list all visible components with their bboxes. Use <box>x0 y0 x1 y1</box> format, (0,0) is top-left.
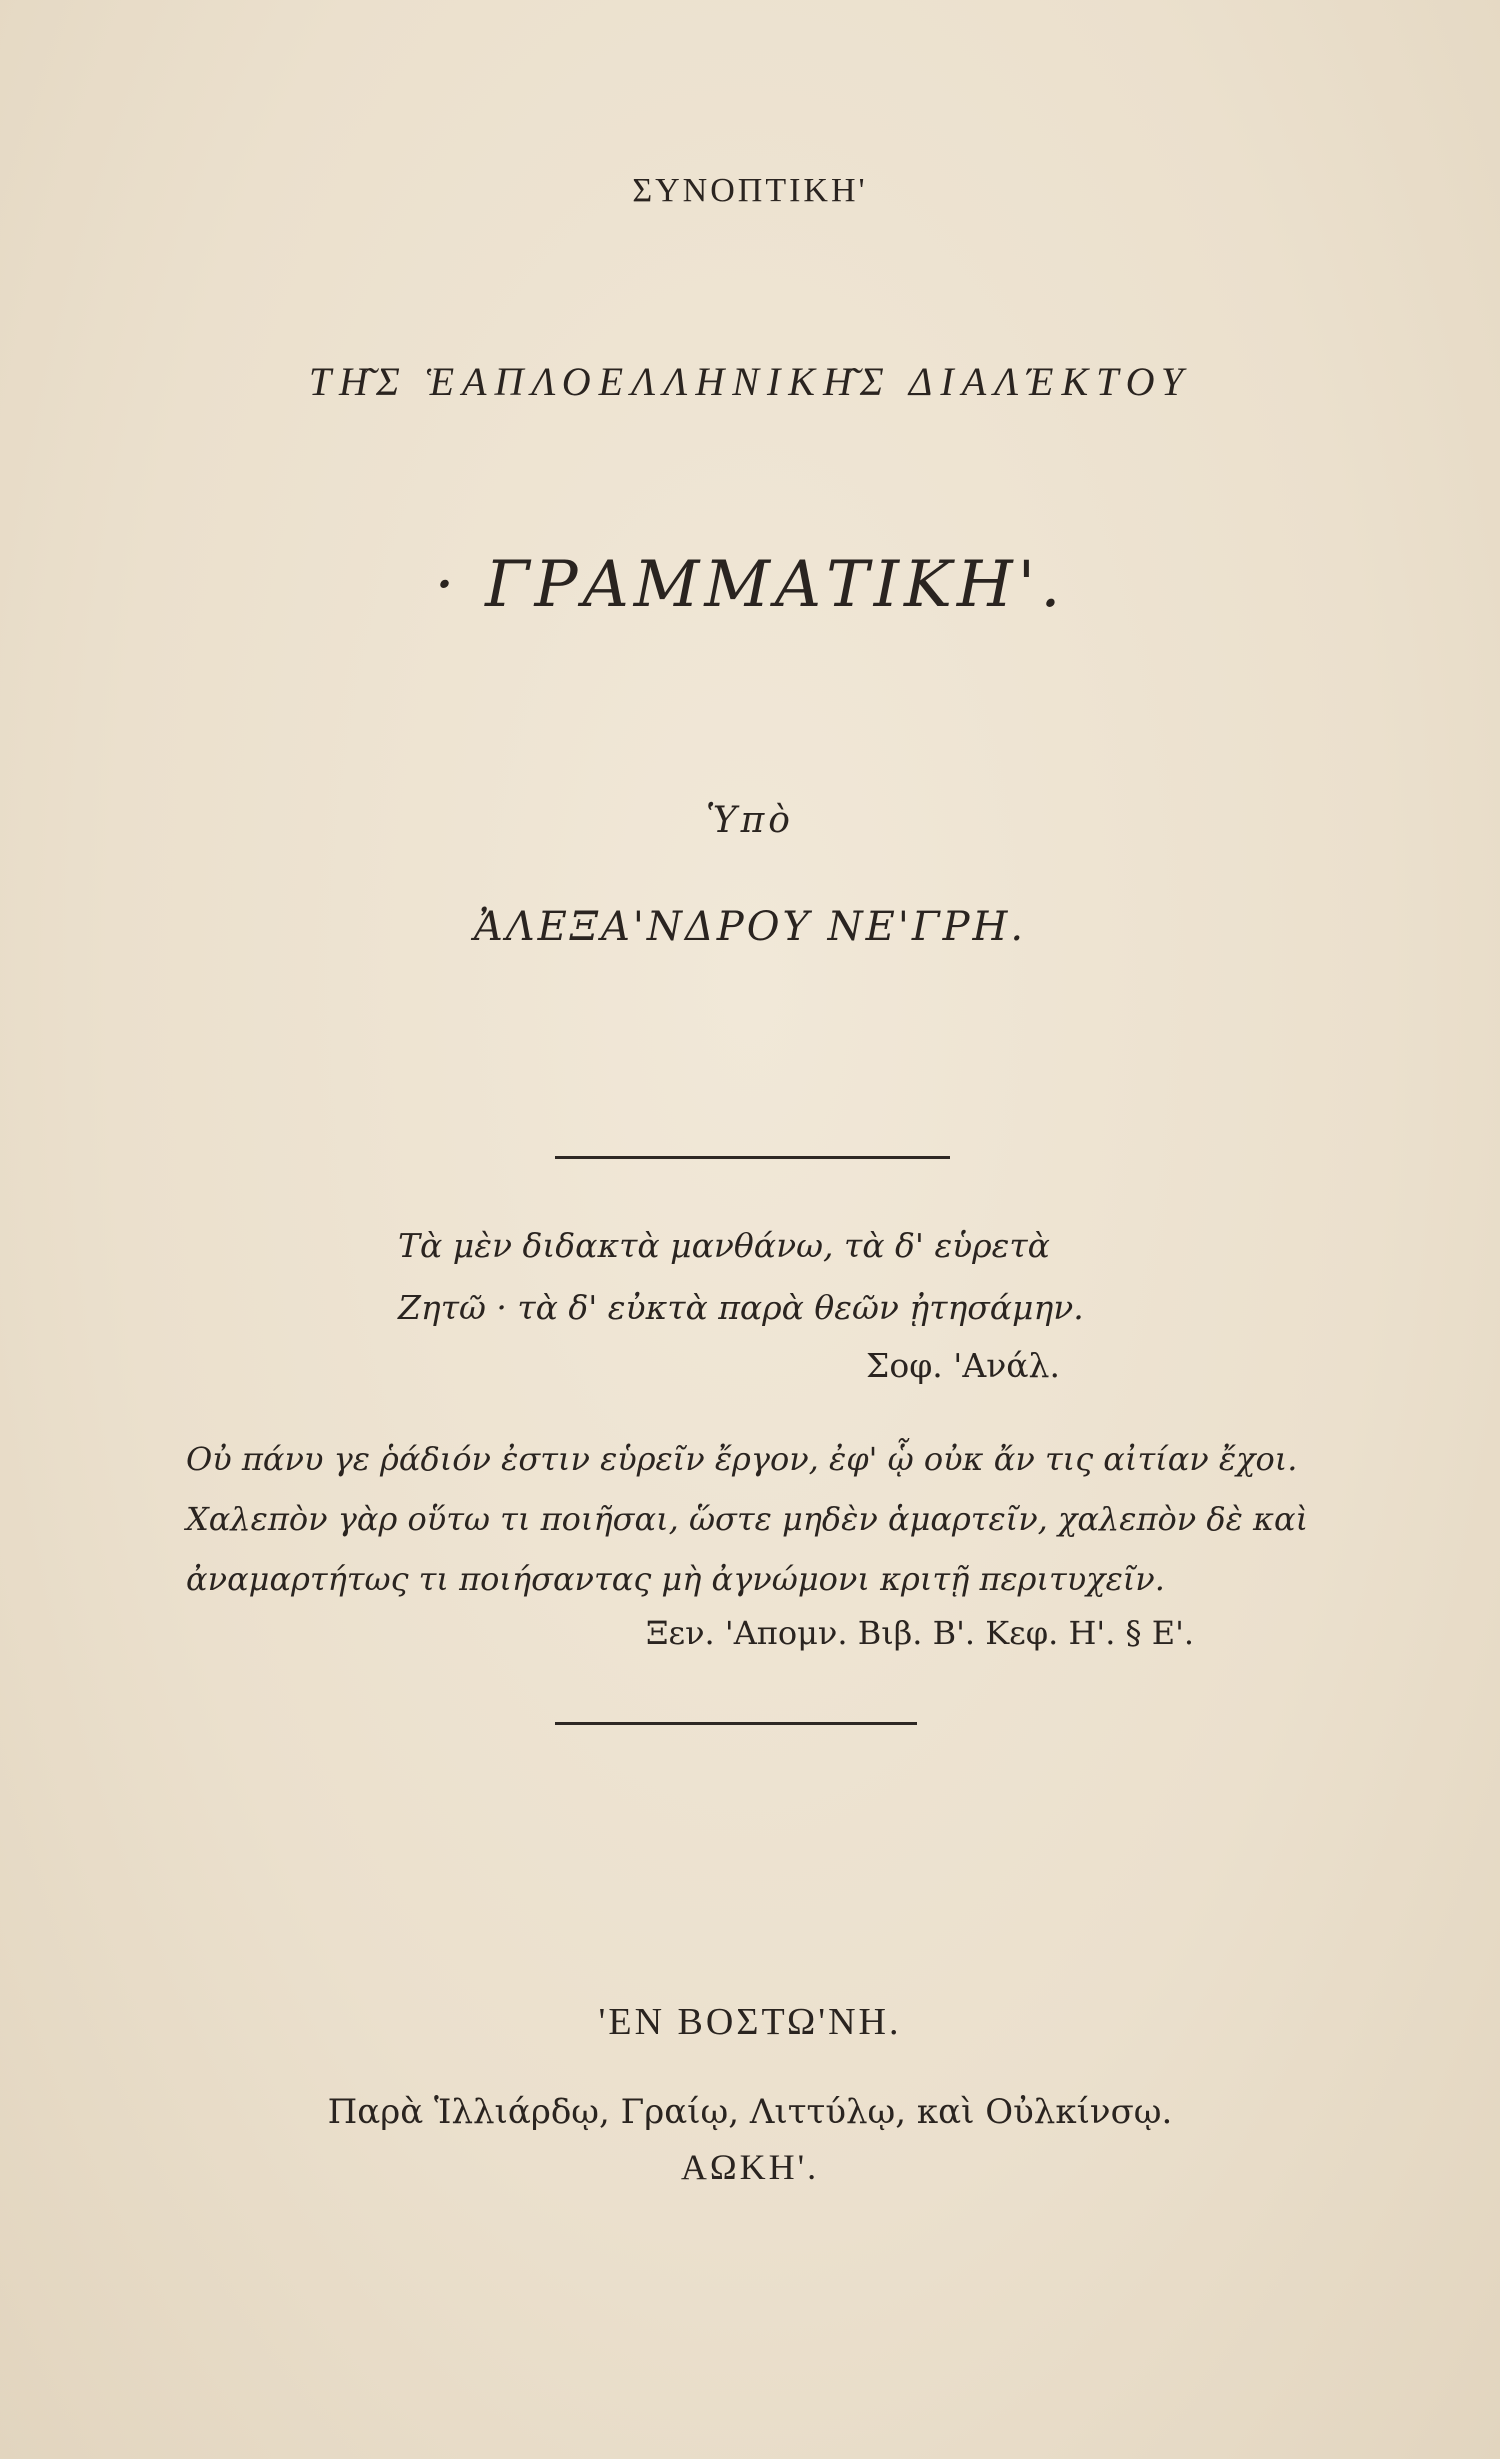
title-line-1: ΣΥΝΟΠΤΙΚΗ' <box>632 172 868 209</box>
epigraph2-line-3: ἀναμαρτήτως τι ποιήσαντας μὴ ἀγνώμονι κριτῇ περιτυχεῖν. <box>186 1560 1165 1598</box>
epigraph1-attribution: Σοφ. 'Ανάλ. <box>866 1346 1060 1385</box>
epigraph1-line-2: Ζητῶ · τὰ δ' εὐκτὰ παρὰ θεῶν ᾐτησάμην. <box>398 1288 1084 1327</box>
imprint-place: 'ΕΝ ΒΟΣΤΩ'ΝΗ. <box>598 2001 902 2043</box>
epigraph2-line-1: Οὐ πάνυ γε ῥάδιόν ἐστιν εὑρεῖν ἔργον, ἐφ' ᾧ οὐκ ἄν τις αἰτίαν ἔχοι. <box>186 1440 1298 1478</box>
imprint-year: ΑΩΚΗ'. <box>680 2147 820 2187</box>
epigraph2-line-2: Χαλεπὸν γὰρ οὕτω τι ποιῆσαι, ὥστε μηδὲν ἁμαρτεῖν, χαλεπὸν δὲ καὶ <box>186 1500 1309 1538</box>
title-author: ἈΛΕΞΑ'ΝΔΡΟΥ ΝΕ'ΓΡΗ. <box>473 904 1027 950</box>
epigraph2-attribution: Ξεν. 'Απομν. Βιβ. Β'. Κεφ. Η'. § Ε'. <box>646 1614 1195 1652</box>
epigraph1-line-1: Τὰ μὲν διδακτὰ μανθάνω, τὰ δ' εὑρετὰ <box>398 1226 1050 1265</box>
divider-rule-1 <box>555 1156 950 1159</box>
title-line-2: ΤΗ͂Σ ἙΑΠΛΟΕΛΛΗΝΙΚΗ͂Σ ΔΙΑΛΈΚΤΟΥ <box>308 359 1192 404</box>
divider-rule-2 <box>555 1722 917 1725</box>
imprint-publisher: Παρὰ Ἱλλιάρδῳ, Γραίῳ, Λιττύλῳ, καὶ Οὐλκίνσῳ. <box>327 2092 1173 2132</box>
title-line-3: · ΓΡΑΜΜΑΤΙΚΗ'. <box>434 548 1066 622</box>
title-by: Ὑπὸ <box>706 800 794 841</box>
